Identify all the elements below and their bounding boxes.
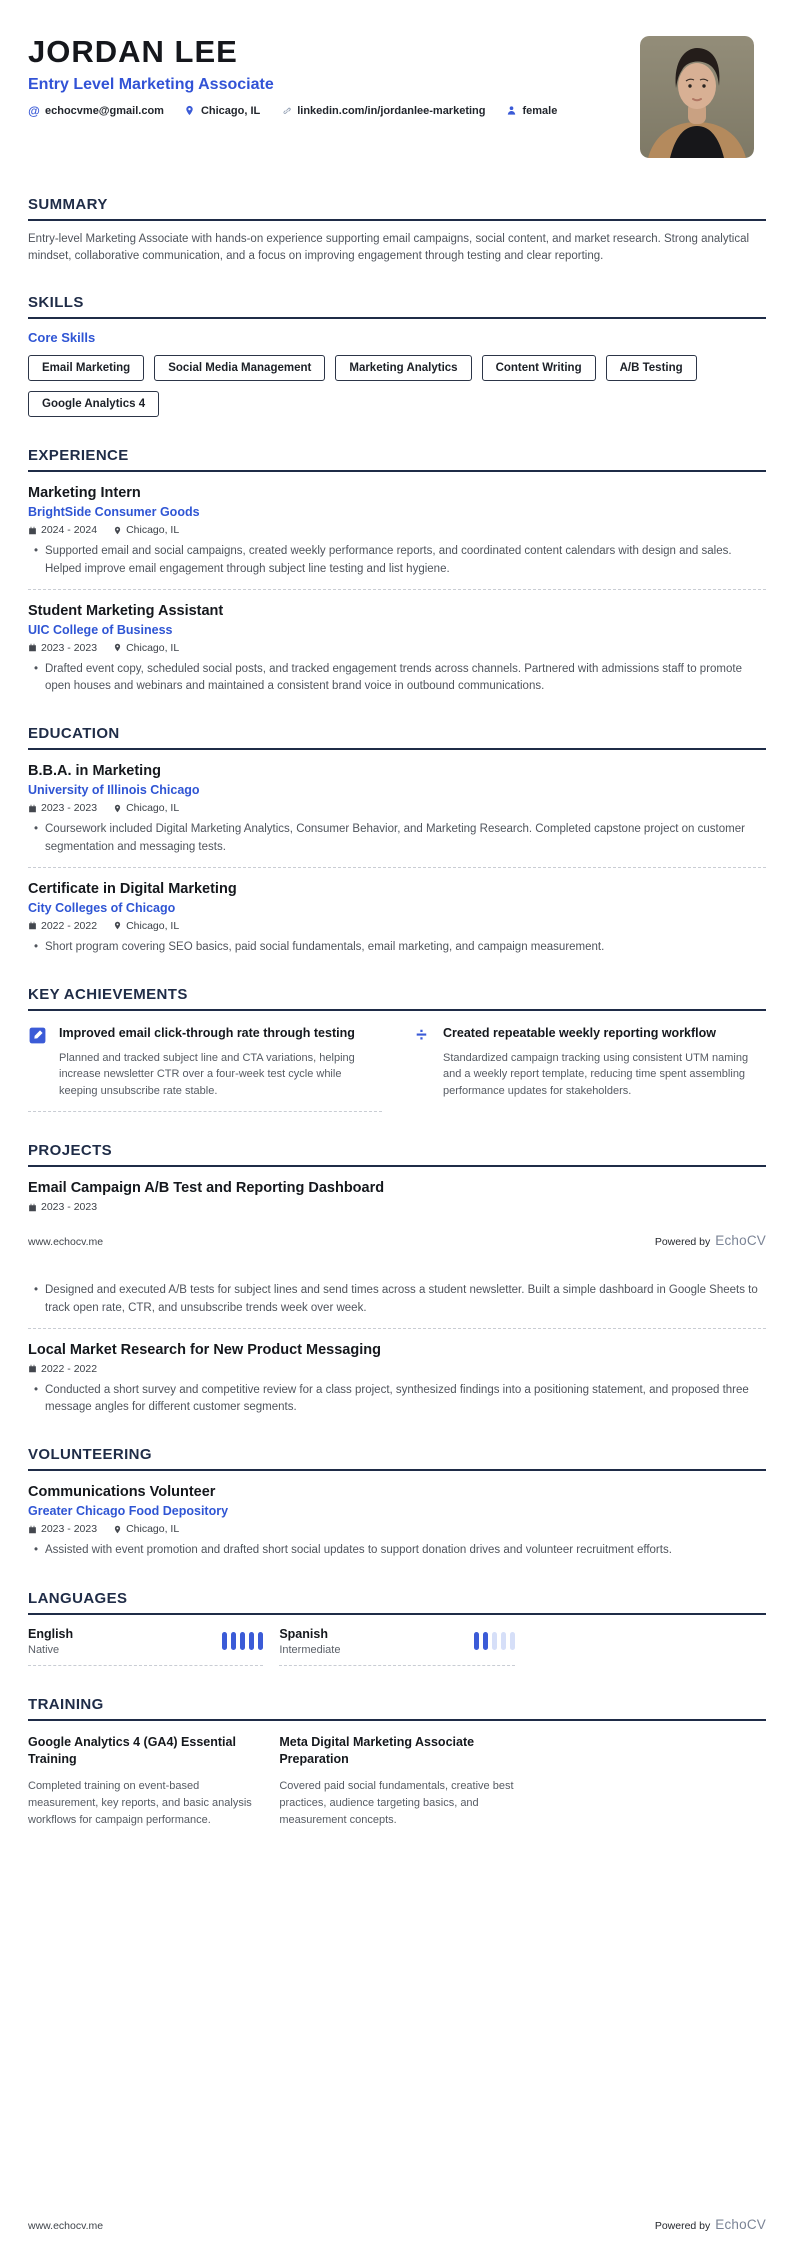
- achievement-text: Planned and tracked subject line and CTA variations, helping increase newsletter CTR over a four-week test cycle while keeping unsubscribe rate stable.: [59, 1051, 355, 1097]
- school-name: City Colleges of Chicago: [28, 900, 176, 915]
- date-range-text: 2023 - 2023: [41, 641, 98, 654]
- training-text: Covered paid social fundamentals, creative best practices, audience targeting basics, and measurement concepts.: [279, 1779, 514, 1826]
- experience-bullets: [28, 543, 766, 578]
- project-title: Local Market Research for New Product Messaging: [28, 1341, 381, 1358]
- level-bar: [240, 1632, 245, 1650]
- education-entry: [28, 763, 766, 868]
- experience-company: BrightSide Consumer Goods: [28, 505, 200, 520]
- date-range: [28, 524, 97, 536]
- section-training: [28, 1696, 766, 1829]
- header: [28, 36, 766, 166]
- bullet: • Assisted with event promotion and drafted short social updates to support donation drives and volunteer recruitment efforts.: [34, 1542, 766, 1559]
- volunteering-org: Greater Chicago Food Depository: [28, 1504, 229, 1519]
- achievement-text: Standardized campaign tracking using consistent UTM naming and a weekly report template, reducing time spent assembling performance updates for stakeholders.: [443, 1051, 749, 1097]
- achievement-title: Created repeatable weekly reporting workflow: [443, 1026, 716, 1041]
- contact-gender: [505, 105, 557, 117]
- skill-chip: Marketing Analytics: [335, 355, 471, 381]
- location-text: Chicago, IL: [126, 1523, 180, 1536]
- training-item: [28, 1734, 263, 1829]
- location: [113, 1523, 179, 1535]
- calendar-icon: [28, 1364, 37, 1373]
- link-icon: [280, 105, 292, 117]
- date-range: [28, 1523, 97, 1535]
- section-experience: [28, 447, 766, 695]
- skill-chip: A/B Testing: [606, 355, 697, 381]
- pin-icon: [113, 804, 122, 813]
- page-footer: [28, 2217, 766, 2232]
- section-projects: [28, 1142, 766, 1416]
- location-text: Chicago, IL: [126, 641, 180, 654]
- level-bar: [510, 1632, 515, 1650]
- level-bar: [222, 1632, 227, 1650]
- calendar-icon: [28, 643, 37, 652]
- language-info: [279, 1627, 340, 1656]
- languages-grid: [28, 1627, 766, 1666]
- powered-by-label: Powered by: [654, 1236, 711, 1249]
- education-bullets: [28, 939, 766, 956]
- experience-bullets: [28, 661, 766, 696]
- level-bar: [258, 1632, 263, 1650]
- language-level: Intermediate: [279, 1643, 341, 1656]
- contact-location-text: Chicago, IL: [200, 104, 261, 117]
- language-item: [28, 1627, 263, 1666]
- location: [113, 802, 179, 814]
- person-icon: [505, 105, 517, 117]
- location-text: Chicago, IL: [126, 802, 180, 815]
- pin-icon: [113, 1525, 122, 1534]
- skills-chips: [28, 355, 766, 417]
- education-bullets: [28, 821, 766, 856]
- job-title: Entry Level Marketing Associate: [28, 75, 274, 93]
- contact-email[interactable]: [28, 105, 164, 117]
- summary-text: Entry-level Marketing Associate with hands-on experience supporting email campaigns, social content, and market research. Strong analytical mindset, collaborative communication, and a focus on improving engagement through testing and clear reporting.: [28, 233, 750, 262]
- language-level-bars: [474, 1632, 515, 1650]
- date-range-text: 2023 - 2023: [41, 1201, 98, 1214]
- training-heading: TRAINING: [28, 1696, 766, 1721]
- education-meta: [28, 920, 766, 932]
- contact-linkedin-text: linkedin.com/in/jordanlee-marketing: [297, 104, 486, 117]
- level-bar: [474, 1632, 479, 1650]
- level-bar: [249, 1632, 254, 1650]
- skill-chip: Social Media Management: [154, 355, 325, 381]
- calendar-icon: [28, 526, 37, 535]
- contact-location: [184, 105, 260, 117]
- section-education: [28, 725, 766, 956]
- experience-title: Marketing Intern: [28, 485, 141, 502]
- section-languages: [28, 1590, 766, 1666]
- project-bullets: [28, 1282, 766, 1317]
- achievement-item: [28, 1025, 382, 1112]
- bullet: • Designed and executed A/B tests for subject lines and send times across a student newsletter. Built a simple dashboard in Google Sheets to track open rate, CTR, and unsubscribe trends week over week.: [34, 1282, 766, 1317]
- skill-chip: Google Analytics 4: [28, 391, 159, 417]
- summary-heading: SUMMARY: [28, 196, 766, 221]
- training-grid: [28, 1734, 766, 1829]
- profile-photo-illustration: [640, 36, 754, 158]
- training-title: Meta Digital Marketing Associate Preparation: [279, 1734, 475, 1767]
- date-range: [28, 1201, 97, 1213]
- language-info: [28, 1627, 73, 1656]
- degree-title: Certificate in Digital Marketing: [28, 880, 237, 897]
- footer-site-link[interactable]: www.echocv.me: [28, 1236, 104, 1249]
- language-item: [279, 1627, 514, 1666]
- project-meta: [28, 1201, 766, 1213]
- training-item: [279, 1734, 514, 1829]
- date-range: [28, 642, 97, 654]
- language-level: Native: [28, 1643, 60, 1656]
- volunteering-heading: VOLUNTEERING: [28, 1446, 766, 1471]
- powered-by: [655, 1233, 766, 1248]
- profile-photo: [640, 36, 754, 158]
- achievement-item: [412, 1025, 766, 1112]
- pin-icon: [184, 105, 196, 117]
- location: [113, 920, 179, 932]
- achievement-content: [443, 1025, 766, 1099]
- date-range-text: 2022 - 2022: [41, 1362, 98, 1375]
- level-bar: [492, 1632, 497, 1650]
- pin-icon: [113, 921, 122, 930]
- education-meta: [28, 802, 766, 814]
- entry-separator: [28, 867, 766, 868]
- contact-gender-text: female: [522, 104, 558, 117]
- degree-title: B.B.A. in Marketing: [28, 763, 161, 780]
- location: [113, 524, 179, 536]
- project-title: Email Campaign A/B Test and Reporting Dashboard: [28, 1180, 385, 1197]
- achievements-heading: KEY ACHIEVEMENTS: [28, 986, 766, 1011]
- experience-entry: [28, 603, 766, 696]
- date-range: [28, 1363, 97, 1375]
- echocv-brand-link[interactable]: EchoCV: [715, 2217, 766, 2232]
- volunteering-bullets: [28, 1542, 766, 1559]
- skills-heading: SKILLS: [28, 294, 766, 319]
- bullet: • Conducted a short survey and competitive review for a class project, synthesized findings into a positioning statement, and proposed three message angles for different customer segments.: [34, 1382, 766, 1417]
- experience-heading: EXPERIENCE: [28, 447, 766, 472]
- skill-chip: Content Writing: [482, 355, 596, 381]
- location-text: Chicago, IL: [126, 919, 180, 932]
- date-range-text: 2024 - 2024: [41, 524, 98, 537]
- contact-email-text: echocvme@gmail.com: [45, 104, 164, 117]
- project-meta: [28, 1363, 766, 1375]
- experience-entry: [28, 485, 766, 590]
- calendar-icon: [28, 1203, 37, 1212]
- section-volunteering: [28, 1446, 766, 1559]
- level-bar: [231, 1632, 236, 1650]
- training-text: Completed training on event-based measurement, key reports, and basic analysis workflows for campaign performance.: [28, 1779, 252, 1826]
- pin-icon: [113, 643, 122, 652]
- note-icon: [28, 1026, 47, 1045]
- level-bar: [483, 1632, 488, 1650]
- project-entry: [28, 1180, 766, 1329]
- experience-title: Student Marketing Assistant: [28, 602, 224, 619]
- experience-company: UIC College of Business: [28, 622, 173, 637]
- calendar-icon: [28, 804, 37, 813]
- education-heading: EDUCATION: [28, 725, 766, 750]
- calendar-icon: [28, 1525, 37, 1534]
- date-range-text: 2023 - 2023: [41, 802, 98, 815]
- education-entry: [28, 881, 766, 956]
- location: [113, 642, 179, 654]
- projects-heading: PROJECTS: [28, 1142, 766, 1167]
- experience-meta: [28, 524, 766, 536]
- contact-linkedin[interactable]: [280, 105, 485, 117]
- calendar-icon: [28, 921, 37, 930]
- echocv-brand-link[interactable]: EchoCV: [715, 1233, 766, 1249]
- bullet: • Drafted event copy, scheduled social posts, and tracked engagement trends across channels. Partnered with admissions staff to promote open houses and webinars and maintained a consistent brand voice in outbound communications.: [34, 661, 766, 696]
- language-empty-cell: [531, 1627, 766, 1666]
- volunteering-title: Communications Volunteer: [28, 1484, 216, 1501]
- school-name: University of Illinois Chicago: [28, 783, 200, 798]
- entry-separator: [28, 589, 766, 590]
- languages-heading: LANGUAGES: [28, 1590, 766, 1615]
- training-title: Google Analytics 4 (GA4) Essential Training: [28, 1734, 236, 1767]
- section-achievements: [28, 986, 766, 1112]
- person-name: JORDAN LEE: [28, 34, 238, 69]
- powered-by-label: Powered by: [654, 2220, 711, 2232]
- achievements-grid: [28, 1025, 766, 1112]
- achievement-title: Improved email click-through rate through testing: [59, 1026, 355, 1041]
- date-range: [28, 920, 97, 932]
- language-level-bars: [222, 1632, 263, 1650]
- at-icon: @: [28, 103, 40, 118]
- experience-meta: [28, 642, 766, 654]
- entry-separator: [28, 1328, 766, 1329]
- bullet: • Coursework included Digital Marketing Analytics, Consumer Behavior, and Marketing Research. Completed capstone project on customer segmentation and messaging tests.: [34, 821, 766, 856]
- powered-by: [655, 2217, 766, 2232]
- section-summary: [28, 196, 766, 264]
- section-skills: [28, 294, 766, 417]
- language-name: Spanish: [279, 1626, 328, 1641]
- project-bullets: [28, 1382, 766, 1417]
- language-name: English: [28, 1626, 74, 1641]
- pin-icon: [113, 526, 122, 535]
- achievement-content: [59, 1025, 382, 1099]
- location-text: Chicago, IL: [126, 524, 180, 537]
- footer-site-link[interactable]: www.echocv.me: [28, 2220, 104, 2232]
- skill-chip: Email Marketing: [28, 355, 144, 381]
- bullet: • Supported email and social campaigns, created weekly performance reports, and coordinated content calendars with design and sales. Helped improve email engagement through subject line testing and list hygiene.: [34, 543, 766, 578]
- project-entry: [28, 1342, 766, 1417]
- date-range: [28, 802, 97, 814]
- date-range-text: 2023 - 2023: [41, 1523, 98, 1536]
- date-range-text: 2022 - 2022: [41, 919, 98, 932]
- skills-group-label: Core Skills: [28, 330, 96, 346]
- page-break-footer: [28, 1233, 766, 1248]
- bullet: • Short program covering SEO basics, paid social fundamentals, email marketing, and campaign measurement.: [34, 939, 766, 956]
- training-empty-cell: [531, 1734, 766, 1829]
- volunteering-entry: [28, 1484, 766, 1559]
- volunteering-meta: [28, 1523, 766, 1535]
- divide-icon: ÷: [416, 1025, 427, 1047]
- level-bar: [501, 1632, 506, 1650]
